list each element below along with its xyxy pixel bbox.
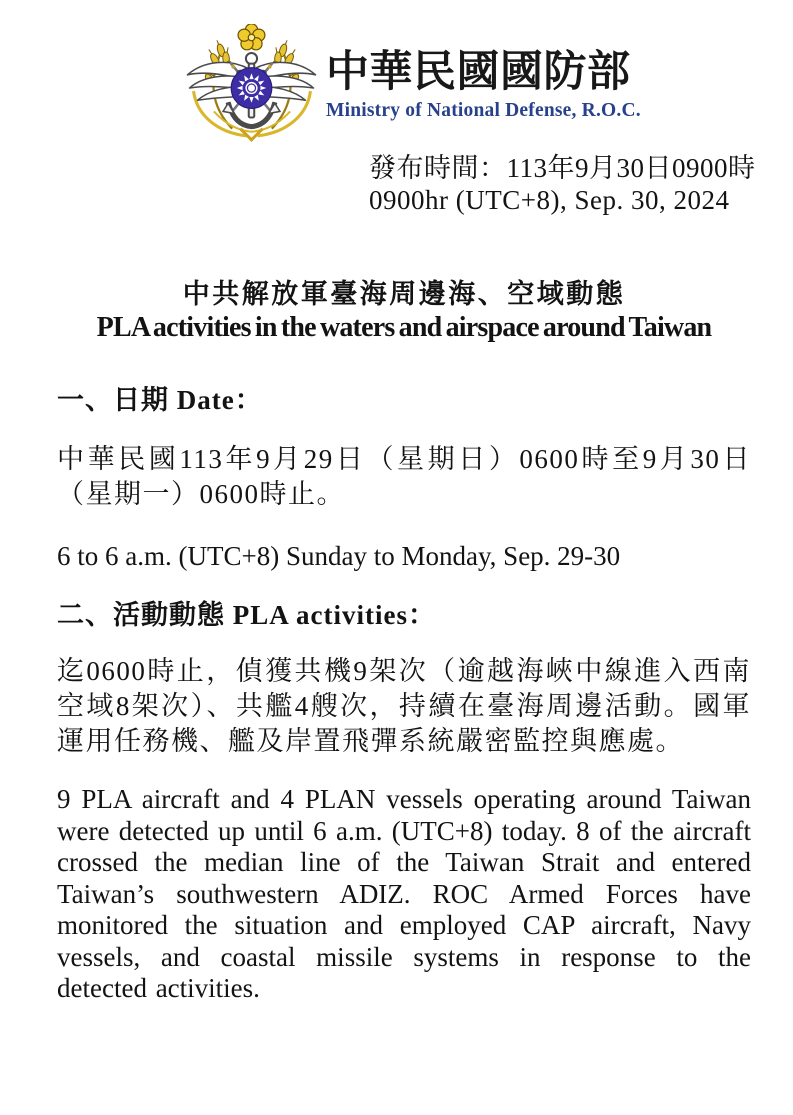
date-paragraph-en: 6 to 6 a.m. (UTC+8) Sunday to Monday, Sep. 29-30 bbox=[57, 541, 621, 571]
document-body bbox=[57, 278, 751, 1005]
plum-blossom-icon bbox=[238, 24, 265, 50]
national-sun-disc-icon bbox=[231, 68, 272, 109]
section-activities-heading: 二、活動動態 PLA activities： bbox=[57, 600, 436, 630]
org-name-zh: 中華民國國防部 bbox=[326, 49, 631, 96]
document-title-en: PLA activities in the waters and airspace around Taiwan bbox=[96, 312, 712, 343]
document-title-zh: 中共解放軍臺海周邊海、空域動態 bbox=[182, 279, 626, 309]
release-time bbox=[369, 152, 756, 216]
release-time-en: 0900hr (UTC+8), Sep. 30, 2024 bbox=[369, 185, 730, 215]
mnd-emblem-icon bbox=[183, 24, 321, 148]
org-name-en: Ministry of National Defense, R.O.C. bbox=[326, 100, 641, 122]
release-time-zh: 發布時間：113年9月30日0900時 bbox=[369, 153, 756, 183]
activities-paragraph-zh: 迄0600時止，偵獲共機9架次（逾越海峽中線進入西南空域8架次）、共艦4艘次，持續在臺海周邊活動。國軍運用任務機、艦及岸置飛彈系統嚴密監控與應處。 bbox=[57, 656, 751, 756]
section-date-heading: 一、日期 Date： bbox=[57, 385, 263, 415]
org-names bbox=[326, 48, 641, 122]
date-paragraph-zh: 中華民國113年9月29日（星期日）0600時至9月30日（星期一）0600時止。 bbox=[57, 444, 751, 509]
activities-paragraph-en: 9 PLA aircraft and 4 PLAN vessels operating around Taiwan were detected up until 6 a.m. (UTC+8) today. 8 of the aircraft crossed the median line of the Taiwan Strait and entered Taiwan’s southwestern ADIZ. ROC Armed Forces have monitored the situation and employed CAP aircraft, Navy vessels, and coastal missile systems in response to the detected activities. bbox=[57, 784, 751, 1003]
